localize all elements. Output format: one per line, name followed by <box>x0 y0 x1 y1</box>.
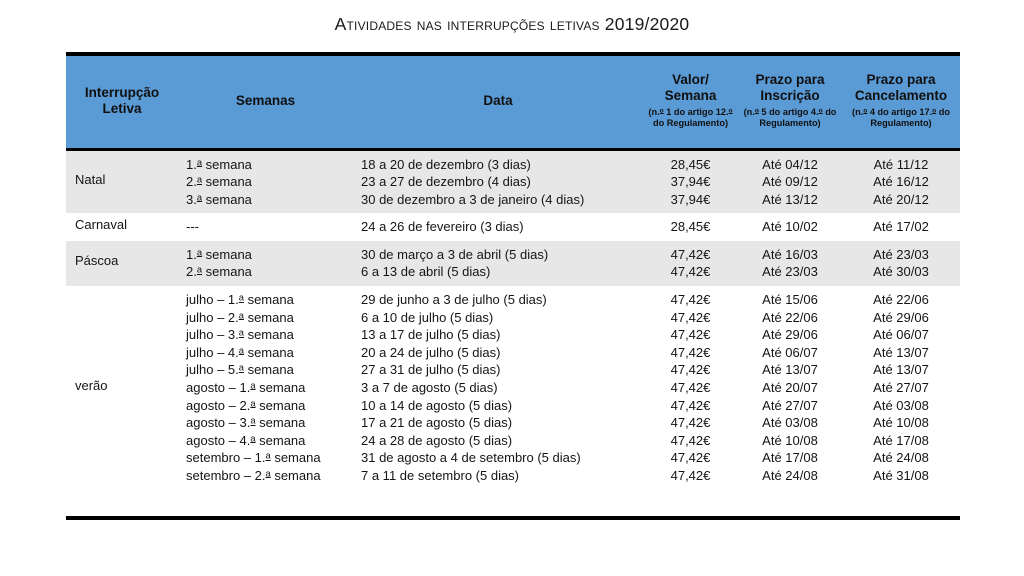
cell-valor-lines <box>643 246 738 281</box>
cell-semanas-lines <box>186 156 353 209</box>
cell-inscricao-line: Até 17/08 <box>762 450 818 466</box>
ordinal-feminine-icon: a <box>238 292 244 303</box>
cell-valor-line: 47,42€ <box>670 344 711 360</box>
interrupcao-label: Páscoa <box>75 253 119 269</box>
interrupcao-label: Carnaval <box>75 217 128 233</box>
cell-inscricao-line: Até 04/12 <box>762 156 818 172</box>
table-bottom-rule <box>66 516 960 520</box>
cell-valor-line: 28,45€ <box>670 219 711 235</box>
header-cancelamento-subtext: (n.$^o$ 4 do artigo 17.$^o$ do Regulamento) <box>852 106 950 129</box>
cell-data <box>353 286 643 490</box>
cell-cancelamento <box>842 286 960 490</box>
cell-data-line: 30 de março a 3 de abril (5 dias) <box>361 246 549 262</box>
cell-cancelamento-line: Até 06/07 <box>873 327 929 343</box>
cell-semanas-lines <box>186 291 353 485</box>
column-header-semanas <box>178 54 353 149</box>
cell-cancelamento-line: Até 27/07 <box>873 380 929 396</box>
cell-semanas-line: setembro – 2.$^a$ semana <box>186 468 321 483</box>
ordinal-feminine-icon: a <box>238 362 244 373</box>
cell-cancelamento-line: Até 13/07 <box>873 344 929 360</box>
cell-valor <box>643 213 738 241</box>
table-row <box>66 149 960 213</box>
cell-valor-line: 47,42€ <box>670 309 711 325</box>
cell-cancelamento-line: Até 22/06 <box>873 292 929 308</box>
cell-inscricao-line: Até 10/08 <box>762 432 818 448</box>
ordinal-feminine-icon: a <box>250 433 256 444</box>
cell-cancelamento-line: Até 24/08 <box>873 450 929 466</box>
cell-semanas-line: agosto – 2.$^a$ semana <box>186 397 306 413</box>
interrupcao-label: verão <box>75 377 108 393</box>
cell-data-line: 10 a 14 de agosto (5 dias) <box>361 397 513 413</box>
ordinal-masculine-icon: o <box>818 107 823 115</box>
header-inscricao-subtext: (n.$^o$ 5 do artigo 4.$^o$ do Regulamento) <box>743 106 837 129</box>
column-header-valor-semana <box>643 54 738 149</box>
cell-inscricao-line: Até 03/08 <box>762 415 818 431</box>
cell-valor-line: 47,42€ <box>670 327 711 343</box>
cell-semanas-line: agosto – 4.$^a$ semana <box>186 432 306 448</box>
cell-interrupcao-letiva <box>66 149 178 213</box>
cell-data-line: 31 de agosto a 4 de setembro (5 dias) <box>361 450 581 466</box>
cell-cancelamento-line: Até 31/08 <box>873 468 929 483</box>
cell-inscricao-line: Até 20/07 <box>762 380 818 396</box>
cell-cancelamento-line: Até 03/08 <box>873 397 929 413</box>
cell-semanas <box>178 286 353 490</box>
cell-data-line: 17 a 21 de agosto (5 dias) <box>361 415 513 431</box>
column-header-prazo-inscricao <box>738 54 842 149</box>
header-semanas-label: Semanas <box>235 92 296 108</box>
cell-cancelamento-lines <box>842 218 960 236</box>
ordinal-feminine-icon: a <box>250 398 256 409</box>
cell-semanas-line: julho – 3.$^a$ semana <box>186 327 294 343</box>
ordinal-feminine-icon: a <box>250 415 256 426</box>
cell-valor <box>643 241 738 286</box>
cell-data-line: 3 a 7 de agosto (5 dias) <box>361 380 498 396</box>
cell-valor-line: 28,45€ <box>670 156 711 172</box>
cell-inscricao-lines <box>738 156 842 209</box>
cell-data <box>353 149 643 213</box>
cell-data-line: 24 a 26 de fevereiro (3 dias) <box>361 219 524 235</box>
header-interrupcao-line2: Letiva <box>102 100 142 116</box>
cell-valor <box>643 286 738 490</box>
cell-data-line: 23 a 27 de dezembro (4 dias) <box>361 174 531 190</box>
cell-cancelamento-line: Até 16/12 <box>873 174 929 190</box>
cell-semanas-line: julho – 2.$^a$ semana <box>186 309 294 325</box>
header-row <box>66 54 960 149</box>
cell-cancelamento-line: Até 20/12 <box>873 191 929 207</box>
ordinal-masculine-icon: o <box>863 107 868 115</box>
cell-inscricao-lines <box>738 291 842 485</box>
column-header-data <box>353 54 643 149</box>
cell-semanas <box>178 241 353 286</box>
header-inscricao-line1: Prazo para <box>755 72 825 88</box>
cell-inscricao-line: Até 29/06 <box>762 327 818 343</box>
cell-inscricao-line: Até 10/02 <box>762 219 818 235</box>
cell-data-lines <box>361 218 643 236</box>
ordinal-feminine-icon: a <box>238 327 244 338</box>
cell-inscricao-lines <box>738 246 842 281</box>
cell-cancelamento-lines <box>842 156 960 209</box>
cell-cancelamento-lines <box>842 246 960 281</box>
header-cancelamento-line1: Prazo para <box>866 72 936 88</box>
ordinal-feminine-icon: a <box>196 264 203 275</box>
cell-valor <box>643 149 738 213</box>
cell-data <box>353 241 643 286</box>
cell-cancelamento <box>842 213 960 241</box>
cell-inscricao-line: Até 13/07 <box>762 362 818 378</box>
cell-semanas-line: agosto – 3.$^a$ semana <box>186 415 306 431</box>
ordinal-masculine-icon: o <box>754 107 759 115</box>
cell-data-line: 27 a 31 de julho (5 dias) <box>361 362 501 378</box>
cell-inscricao <box>738 241 842 286</box>
ordinal-masculine-icon: o <box>659 107 664 115</box>
cell-inscricao <box>738 149 842 213</box>
cell-semanas-line: agosto – 1.$^a$ semana <box>186 380 306 396</box>
cell-valor-line: 37,94€ <box>670 174 711 190</box>
cell-inscricao-lines <box>738 218 842 236</box>
cell-interrupcao-letiva <box>66 286 178 490</box>
schedule-table-wrapper <box>66 52 960 490</box>
cell-cancelamento-line: Até 11/12 <box>873 156 929 172</box>
cell-inscricao-line: Até 09/12 <box>762 174 818 190</box>
cell-valor-line: 47,42€ <box>670 264 711 280</box>
interrupcao-label: Natal <box>75 171 106 187</box>
schedule-table <box>66 52 960 490</box>
cell-valor-line: 47,42€ <box>670 292 711 308</box>
cell-cancelamento-lines <box>842 291 960 485</box>
header-valor-line1: Valor/ <box>672 72 709 88</box>
table-row <box>66 213 960 241</box>
cell-valor-line: 47,42€ <box>670 450 711 466</box>
cell-semanas-lines <box>186 218 353 236</box>
header-interrupcao-line1: Interrupção <box>84 84 160 100</box>
cell-inscricao-line: Até 22/06 <box>762 309 818 325</box>
cell-semanas-lines <box>186 246 353 281</box>
cell-semanas-line: 3.$^a$ semana <box>186 191 252 207</box>
cell-cancelamento-line: Até 29/06 <box>873 309 929 325</box>
header-inscricao-line2: Inscrição <box>760 88 820 104</box>
cell-data-line: 18 a 20 de dezembro (3 dias) <box>361 156 531 172</box>
header-valor-line2: Semana <box>664 88 717 104</box>
ordinal-masculine-icon: o <box>728 107 733 115</box>
ordinal-feminine-icon: a <box>196 156 203 167</box>
ordinal-feminine-icon: a <box>196 247 203 258</box>
ordinal-feminine-icon: a <box>238 345 244 356</box>
cell-data-line: 30 de dezembro a 3 de janeiro (4 dias) <box>361 191 585 207</box>
cell-cancelamento-line: Até 10/08 <box>873 415 929 431</box>
cell-semanas-line: 2.$^a$ semana <box>186 264 252 280</box>
cell-semanas-line: setembro – 1.$^a$ semana <box>186 450 321 466</box>
cell-semanas-line: julho – 4.$^a$ semana <box>186 344 294 360</box>
cell-data-line: 29 de junho a 3 de julho (5 dias) <box>361 292 547 308</box>
cell-cancelamento <box>842 241 960 286</box>
header-cancelamento-line2: Cancelamento <box>854 88 948 104</box>
cell-inscricao-line: Até 06/07 <box>762 344 818 360</box>
ordinal-feminine-icon: a <box>265 450 271 461</box>
cell-cancelamento-line: Até 17/08 <box>873 432 929 448</box>
cell-inscricao <box>738 286 842 490</box>
column-header-interrupcao-letiva <box>66 54 178 149</box>
page-title: Atividades nas interrupções letivas 2019/2020 <box>334 14 690 34</box>
cell-data-line: 13 a 17 de julho (5 dias) <box>361 327 501 343</box>
cell-semanas-line: 1.$^a$ semana <box>186 246 252 262</box>
cell-semanas-line: julho – 1.$^a$ semana <box>186 292 294 308</box>
cell-semanas <box>178 213 353 241</box>
cell-cancelamento-line: Até 13/07 <box>873 362 929 378</box>
cell-data-line: 7 a 11 de setembro (5 dias) <box>361 468 520 483</box>
cell-inscricao-line: Até 23/03 <box>762 264 818 280</box>
table-body <box>66 149 960 490</box>
cell-inscricao <box>738 213 842 241</box>
cell-valor-lines <box>643 156 738 209</box>
cell-cancelamento-line: Até 17/02 <box>873 219 929 235</box>
cell-valor-line: 47,42€ <box>670 362 711 378</box>
cell-semanas-line: julho – 5.$^a$ semana <box>186 362 294 378</box>
table-head <box>66 54 960 149</box>
cell-semanas <box>178 149 353 213</box>
ordinal-feminine-icon: a <box>250 380 256 391</box>
cell-cancelamento-line: Até 30/03 <box>873 264 929 280</box>
ordinal-feminine-icon: a <box>196 174 203 185</box>
cell-data-line: 6 a 13 de abril (5 dias) <box>361 264 491 280</box>
cell-semanas-line: 2.$^a$ semana <box>186 174 252 190</box>
ordinal-masculine-icon: o <box>932 107 937 115</box>
cell-valor-line: 47,42€ <box>670 468 711 483</box>
column-header-prazo-cancelamento <box>842 54 960 149</box>
cell-valor-line: 47,42€ <box>670 397 711 413</box>
cell-data-line: 24 a 28 de agosto (5 dias) <box>361 432 513 448</box>
header-valor-subtext: (n.$^o$ 1 do artigo 12.$^o$ do Regulamento) <box>648 106 733 129</box>
cell-cancelamento-line: Até 23/03 <box>873 246 929 262</box>
cell-valor-line: 47,42€ <box>670 380 711 396</box>
cell-valor-lines <box>643 218 738 236</box>
table-row <box>66 286 960 490</box>
ordinal-feminine-icon: a <box>265 468 271 479</box>
table-row <box>66 241 960 286</box>
cell-valor-line: 47,42€ <box>670 246 711 262</box>
cell-data-line: 6 a 10 de julho (5 dias) <box>361 309 494 325</box>
cell-inscricao-line: Até 13/12 <box>762 191 818 207</box>
cell-valor-lines <box>643 291 738 485</box>
header-data-label: Data <box>483 92 513 108</box>
cell-inscricao-line: Até 24/08 <box>762 468 818 483</box>
cell-data-lines <box>361 291 643 485</box>
cell-valor-line: 47,42€ <box>670 432 711 448</box>
cell-valor-line: 47,42€ <box>670 415 711 431</box>
cell-cancelamento <box>842 149 960 213</box>
cell-data-lines <box>361 246 643 281</box>
cell-inscricao-line: Até 16/03 <box>762 246 818 262</box>
cell-inscricao-line: Até 15/06 <box>762 292 818 308</box>
cell-inscricao-line: Até 27/07 <box>762 397 818 413</box>
cell-data-lines <box>361 156 643 209</box>
cell-data <box>353 213 643 241</box>
cell-interrupcao-letiva <box>66 213 178 241</box>
ordinal-feminine-icon: a <box>196 192 203 203</box>
cell-data-line: 20 a 24 de julho (5 dias) <box>361 344 501 360</box>
cell-valor-line: 37,94€ <box>670 191 711 207</box>
cell-semanas-line: 1.$^a$ semana <box>186 156 252 172</box>
cell-semanas-line: --- <box>186 219 199 235</box>
ordinal-feminine-icon: a <box>238 310 244 321</box>
cell-interrupcao-letiva <box>66 241 178 286</box>
